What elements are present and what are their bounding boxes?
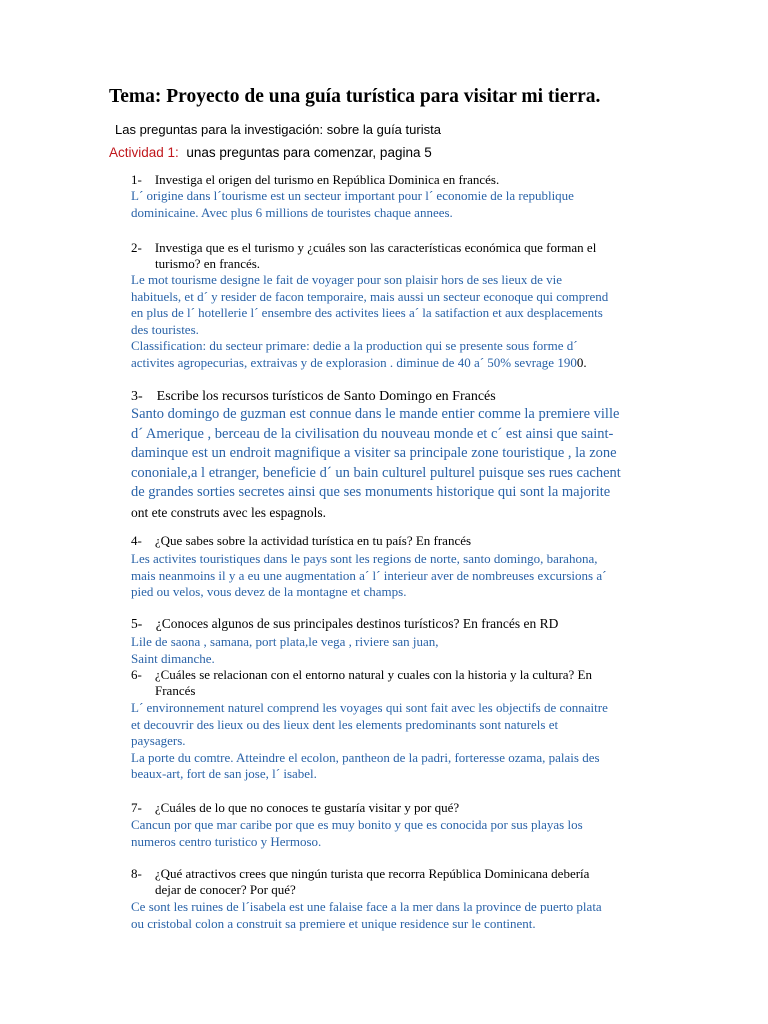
answer-line: d´ Amerique , berceau de la civilisation du nouveau monde et c´ est ainsi que saint- xyxy=(131,425,614,442)
activity-text: unas preguntas para comenzar, pagina 5 xyxy=(186,145,432,160)
question-number: 2- xyxy=(131,240,142,255)
answer-line: La porte du comtre. Atteindre el ecolon, pantheon de la padri, forteresse ozama, palais des xyxy=(131,749,600,765)
answer-line-text: activites agropecurias, extraivas y de explorasion . diminue de 40 a´ 50% sevrage 190 xyxy=(131,354,577,370)
intro-text: Las preguntas para la investigación: sobre la guía turista xyxy=(115,122,441,137)
answer-1 xyxy=(131,188,574,221)
question-2-cont: turismo? en francés. xyxy=(155,256,261,271)
question-7 xyxy=(131,800,459,816)
answer-line: cononiale,a l etranger, beneficie d´ un bain culturel pulturel puisque ses rues cachent xyxy=(131,464,621,481)
answer-line xyxy=(131,355,608,372)
question-number: 7- xyxy=(131,800,142,815)
answer-line: pied ou velos, vous devez de la montagne et champs. xyxy=(131,584,407,599)
answer-line-tail: 0. xyxy=(576,354,587,370)
answer-line: ont ete construts avec les espagnols. xyxy=(131,504,326,520)
question-6-cont: Francés xyxy=(155,683,196,698)
question-2 xyxy=(131,240,596,256)
activity-label: Actividad 1: xyxy=(109,145,179,160)
answer-line: L´ environnement naturel comprend les voyages qui sont fait avec les objectifs de connaitre xyxy=(131,700,608,715)
question-text: ¿Cuáles de lo que no conoces te gustaría visitar y por qué? xyxy=(154,800,460,815)
answer-line: en plus de l´ hotellerie l´ ensembre des activites liees a´ la satifaction et aux desplacements xyxy=(131,305,603,320)
answer-line: Le mot tourisme designe le fait de voyager pour son plaisir hors de ses lieux de vie xyxy=(131,272,563,287)
answer-line: numeros centro turistico y Hermoso. xyxy=(131,833,322,849)
answer-line: mais neanmoins il y a eu une augmentation a´ l´ interieur aver de nombreuses excursions a´ xyxy=(131,567,607,583)
answer-5 xyxy=(131,634,439,667)
answer-3 xyxy=(131,405,621,522)
answer-2 xyxy=(131,272,608,371)
question-number: 3- xyxy=(131,389,143,404)
question-number: 1- xyxy=(131,172,142,187)
answer-line: Lile de saona , samana, port plata,le vega , riviere san juan, xyxy=(131,634,439,649)
answer-line: Santo domingo de guzman est connue dans le mande entier comme la premiere ville xyxy=(131,406,620,422)
question-text: Investiga el origen del turismo en República Dominica en francés. xyxy=(154,172,500,187)
answer-line: ou cristobal colon a construit sa premiere et unique residence sur le continent. xyxy=(131,915,536,931)
answer-line: beaux-art, fort de san jose, l´ isabel. xyxy=(131,766,317,781)
question-text: ¿Cuáles se relacionan con el entorno natural y cuales con la historia y la cultura? En xyxy=(154,667,592,682)
answer-line: des touristes. xyxy=(131,321,199,337)
question-text: ¿Que sabes sobre la actividad turística en tu país? En francés xyxy=(154,533,472,548)
activity-line xyxy=(109,145,432,160)
question-number: 6- xyxy=(131,667,142,682)
answer-4 xyxy=(131,551,606,601)
question-5 xyxy=(131,616,558,632)
answer-line: L´ origine dans l´tourisme est un secteur important pour l´ economie de la republique xyxy=(131,188,574,203)
question-6 xyxy=(131,667,592,683)
question-1 xyxy=(131,172,499,188)
question-text: ¿Qué atractivos crees que ningún turista que recorra República Dominicana debería xyxy=(154,866,590,881)
answer-line: de grandes sorties secretes ainsi que ses monuments historique qui sont la majorite xyxy=(131,484,611,500)
question-4 xyxy=(131,533,471,549)
page-title: Tema: Proyecto de una guía turística para visitar mi tierra. xyxy=(109,86,601,107)
answer-line: daminque est un endroit magnifique a visiter sa principale zone touristique , la zone xyxy=(131,445,617,461)
question-text: Escribe los recursos turísticos de Santo Domingo en Francés xyxy=(156,389,496,404)
answer-line: Cancun por que mar caribe por que es muy bonito y que es conocida por sus playas los xyxy=(131,817,583,832)
question-text: ¿Conoces algunos de sus principales destinos turísticos? En francés en RD xyxy=(155,616,559,631)
answer-line: habituels, et d´ y resider de facon temporaire, mais aussi un secteur econoque qui comprend xyxy=(131,288,609,304)
answer-8 xyxy=(131,899,602,932)
answer-line: dominicaine. Avec plus 6 millions de touristes chaque annees. xyxy=(131,204,453,220)
answer-line: Classification: du secteur primare: dedie a la production qui se presente sous forme d´ xyxy=(131,338,578,353)
question-8-cont: dejar de conocer? Por qué? xyxy=(155,882,296,897)
question-number: 5- xyxy=(131,616,143,631)
answer-line: Ce sont les ruines de l´isabela est une falaise face a la mer dans la province de puerto plata xyxy=(131,899,602,914)
answer-6 xyxy=(131,700,608,783)
answer-line: et decouvrir des lieux ou des lieux dent les elements predominants sont naturels et xyxy=(131,716,559,732)
answer-line: paysagers. xyxy=(131,733,186,748)
question-3 xyxy=(131,389,496,405)
question-number: 4- xyxy=(131,533,142,548)
answer-7 xyxy=(131,817,583,850)
question-number: 8- xyxy=(131,866,142,881)
question-text: Investiga que es el turismo y ¿cuáles son las características económica que forman el xyxy=(154,240,597,255)
answer-line: Saint dimanche. xyxy=(131,650,215,666)
question-8 xyxy=(131,866,589,882)
answer-line: Les activites touristiques dans le pays sont les regions de norte, santo domingo, barahona, xyxy=(131,551,598,566)
